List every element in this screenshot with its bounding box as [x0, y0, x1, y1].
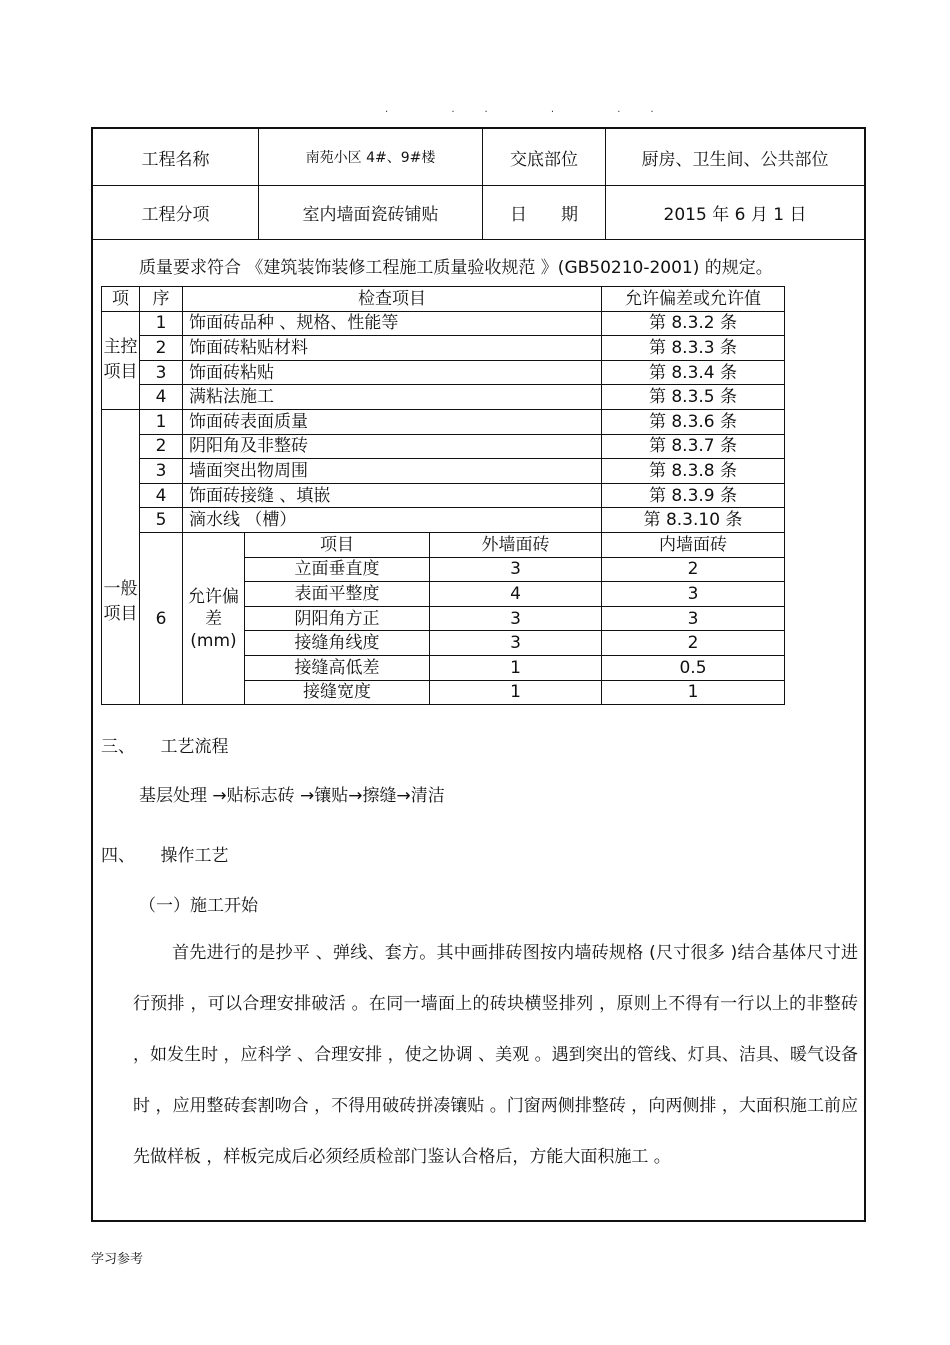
tolerance-inner: 3	[602, 606, 785, 631]
footer-note: 学习参考	[91, 1252, 144, 1267]
header-row-1	[93, 129, 864, 186]
tolerance-name: 接缝宽度	[245, 680, 430, 705]
tolerance-col-header: 外墙面砖	[430, 532, 602, 557]
row-number: 1	[140, 409, 183, 434]
table-row	[102, 311, 785, 336]
tolerance-col-header: 项目	[245, 532, 430, 557]
table-row	[102, 336, 785, 361]
tolerance-inner: 2	[602, 631, 785, 656]
row-value: 第 8.3.9 条	[602, 483, 785, 508]
row-number: 5	[140, 508, 183, 533]
tolerance-label: 允许偏差(mm)	[183, 532, 245, 704]
row-value: 第 8.3.10 条	[602, 508, 785, 533]
sub-item-label: 工程分项	[93, 185, 259, 239]
table-row	[102, 434, 785, 459]
tolerance-outer: 3	[430, 606, 602, 631]
row-value: 第 8.3.6 条	[602, 409, 785, 434]
row-value: 第 8.3.7 条	[602, 434, 785, 459]
tolerance-inner: 2	[602, 557, 785, 582]
table-row	[102, 385, 785, 410]
location-value: 厨房、卫生间、公共部位	[641, 149, 829, 170]
row-value: 第 8.3.8 条	[602, 459, 785, 484]
tolerance-outer: 1	[430, 655, 602, 680]
tolerance-name: 表面平整度	[245, 582, 430, 607]
table-row	[102, 360, 785, 385]
header-row-2	[93, 185, 864, 240]
row-item: 墙面突出物周围	[183, 459, 602, 484]
section-4-subtitle: （一）施工开始	[139, 896, 258, 916]
process-flow: 基层处理 →贴标志砖 →镶贴→擦缝→清洁	[139, 786, 445, 806]
header-cell: 项	[102, 287, 140, 312]
row-number: 4	[140, 385, 183, 410]
tolerance-name: 立面垂直度	[245, 557, 430, 582]
table-row	[102, 409, 785, 434]
row-number: 1	[140, 311, 183, 336]
row-number: 2	[140, 434, 183, 459]
date-label: 日 期	[483, 185, 606, 239]
row-value: 第 8.3.2 条	[602, 311, 785, 336]
operation-paragraph: 首先进行的是抄平 、弹线、套方。其中画排砖图按内墙砖规格 (尺寸很多 )结合基体尺寸进行预排 ，可以合理安排破活 。在同一墙面上的砖块横竖排列 ，原则上不得有一行以上的非整砖 ，如发生时 ，应科学 、合理安排 ，使之协调 、美观 。遇到突出的管线、灯具、洁具、暖气设备时 ，应用整砖套割吻合 ，不得用破砖拼凑镶贴 。门窗两侧排整砖 ，向两侧排 ，大面积施工前应先做样板 ，样板完成后必须经质检部门鉴认合格后，方能大面积施工 。	[133, 943, 858, 1167]
project-name-value: 南苑小区 4#、9#楼	[259, 129, 483, 185]
tolerance-inner: 1	[602, 680, 785, 705]
tolerance-name: 接缝角线度	[245, 631, 430, 656]
section-4-title: 四、 操作工艺	[101, 846, 229, 866]
row-number: 3	[140, 459, 183, 484]
section-3-title: 三、 工艺流程	[101, 737, 229, 757]
row-item: 滴水线 （槽）	[183, 508, 602, 533]
document-frame	[91, 127, 866, 1222]
location-label: 交底部位	[483, 129, 606, 185]
tolerance-number: 6	[140, 532, 183, 704]
row-value: 第 8.3.3 条	[602, 336, 785, 361]
table-row	[102, 508, 785, 533]
row-number: 2	[140, 336, 183, 361]
row-item: 阴阳角及非整砖	[183, 434, 602, 459]
inspection-table	[101, 286, 785, 705]
row-item: 饰面砖粘贴材料	[183, 336, 602, 361]
row-item: 饰面砖接缝 、填嵌	[183, 483, 602, 508]
main-group-label: 主控项目	[102, 311, 140, 409]
header-cell: 检查项目	[183, 287, 602, 312]
tolerance-inner: 3	[602, 582, 785, 607]
date-value: 2015 年 6 月 1 日	[663, 204, 807, 225]
quality-requirement: 质量要求符合 《建筑装饰装修工程施工质量验收规范 》(GB50210-2001) 的规定。	[139, 258, 773, 278]
row-value: 第 8.3.4 条	[602, 360, 785, 385]
tolerance-outer: 4	[430, 582, 602, 607]
table-header-row	[102, 287, 785, 312]
sub-item-value: 室内墙面瓷砖铺贴	[259, 185, 483, 239]
tolerance-inner: 0.5	[602, 655, 785, 680]
tolerance-header-row	[102, 532, 785, 557]
header-cell: 允许偏差或允许值	[602, 287, 785, 312]
top-marks: . .. . ..	[385, 104, 684, 115]
tolerance-outer: 3	[430, 557, 602, 582]
table-row	[102, 459, 785, 484]
row-value: 第 8.3.5 条	[602, 385, 785, 410]
tolerance-outer: 1	[430, 680, 602, 705]
tolerance-name: 阴阳角方正	[245, 606, 430, 631]
header-cell: 序	[140, 287, 183, 312]
row-item: 饰面砖表面质量	[183, 409, 602, 434]
table-row	[102, 483, 785, 508]
tolerance-name: 接缝高低差	[245, 655, 430, 680]
project-name-label: 工程名称	[93, 129, 259, 185]
row-number: 4	[140, 483, 183, 508]
row-item: 满粘法施工	[183, 385, 602, 410]
tolerance-col-header: 内墙面砖	[602, 532, 785, 557]
general-group-label: 一般项目	[102, 409, 140, 704]
tolerance-outer: 3	[430, 631, 602, 656]
row-item: 饰面砖粘贴	[183, 360, 602, 385]
row-number: 3	[140, 360, 183, 385]
row-item: 饰面砖品种 、规格、性能等	[183, 311, 602, 336]
